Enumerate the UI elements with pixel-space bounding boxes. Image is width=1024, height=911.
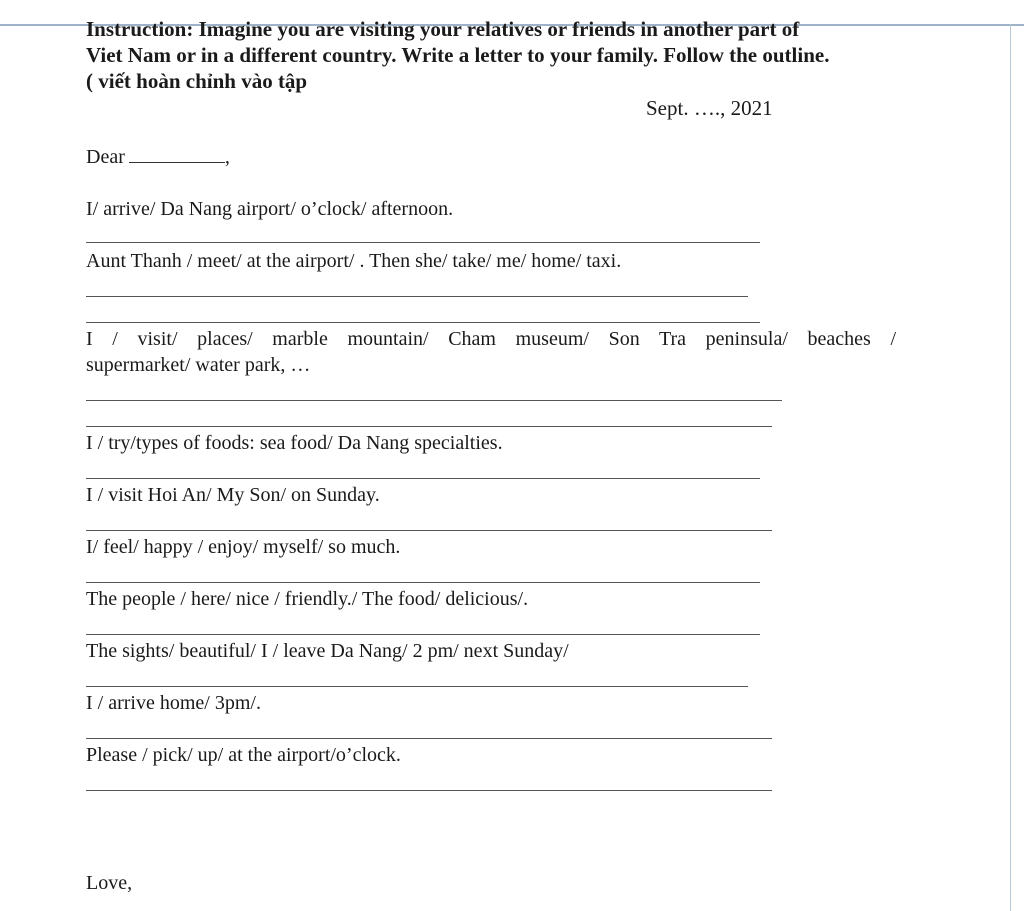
answer-line[interactable] <box>86 582 760 583</box>
prompt-feel-happy: I/ feel/ happy / enjoy/ myself/ so much. <box>86 536 401 558</box>
answer-line[interactable] <box>86 634 760 635</box>
instruction-line-2: Viet Nam or in a different country. Write a letter to your family. Follow the outline. <box>86 43 830 67</box>
answer-line[interactable] <box>86 790 772 791</box>
prompt-arrive: I/ arrive/ Da Nang airport/ o’clock/ afternoon. <box>86 198 454 220</box>
answer-line[interactable] <box>86 296 748 297</box>
answer-line[interactable] <box>86 242 760 243</box>
answer-line[interactable] <box>86 738 772 739</box>
instruction-line-1: Instruction: Imagine you are visiting your relatives or friends in another part of <box>86 17 800 41</box>
answer-line[interactable] <box>86 400 782 401</box>
prompt-arrive-home: I / arrive home/ 3pm/. <box>86 692 261 714</box>
answer-line[interactable] <box>86 686 748 687</box>
answer-line[interactable] <box>86 426 772 427</box>
answer-line[interactable] <box>86 478 760 479</box>
letter-closing: Love, <box>86 872 133 894</box>
answer-line[interactable] <box>86 530 772 531</box>
prompt-people-food: The people / here/ nice / friendly./ The food/ delicious/. <box>86 588 529 610</box>
recipient-blank[interactable] <box>129 146 225 163</box>
prompt-pick-up: Please / pick/ up/ at the airport/o’clock. <box>86 744 401 766</box>
greeting-comma: , <box>224 146 230 168</box>
prompt-visit-hoi-an: I / visit Hoi An/ My Son/ on Sunday. <box>86 484 380 506</box>
greeting <box>86 144 230 170</box>
answer-line[interactable] <box>86 322 760 323</box>
prompt-aunt-meet: Aunt Thanh / meet/ at the airport/ . Then she/ take/ me/ home/ taxi. <box>86 250 622 272</box>
greeting-word: Dear <box>86 146 125 168</box>
instruction-line-3: ( viết hoàn chỉnh vào tập <box>86 69 308 93</box>
prompt-visit-places-line-1: I / visit/ places/ marble mountain/ Cham museum/ Son Tra peninsula/ beaches / <box>86 328 896 350</box>
instruction-block <box>86 16 906 94</box>
prompt-visit-places-line-2: supermarket/ water park, … <box>86 354 311 376</box>
letter-date: Sept. …., 2021 <box>646 96 773 120</box>
page-right-edge <box>1010 24 1011 911</box>
prompt-try-foods: I / try/types of foods: sea food/ Da Nang specialties. <box>86 432 503 454</box>
prompt-sights-leave: The sights/ beautiful/ I / leave Da Nang/ 2 pm/ next Sunday/ <box>86 640 569 662</box>
